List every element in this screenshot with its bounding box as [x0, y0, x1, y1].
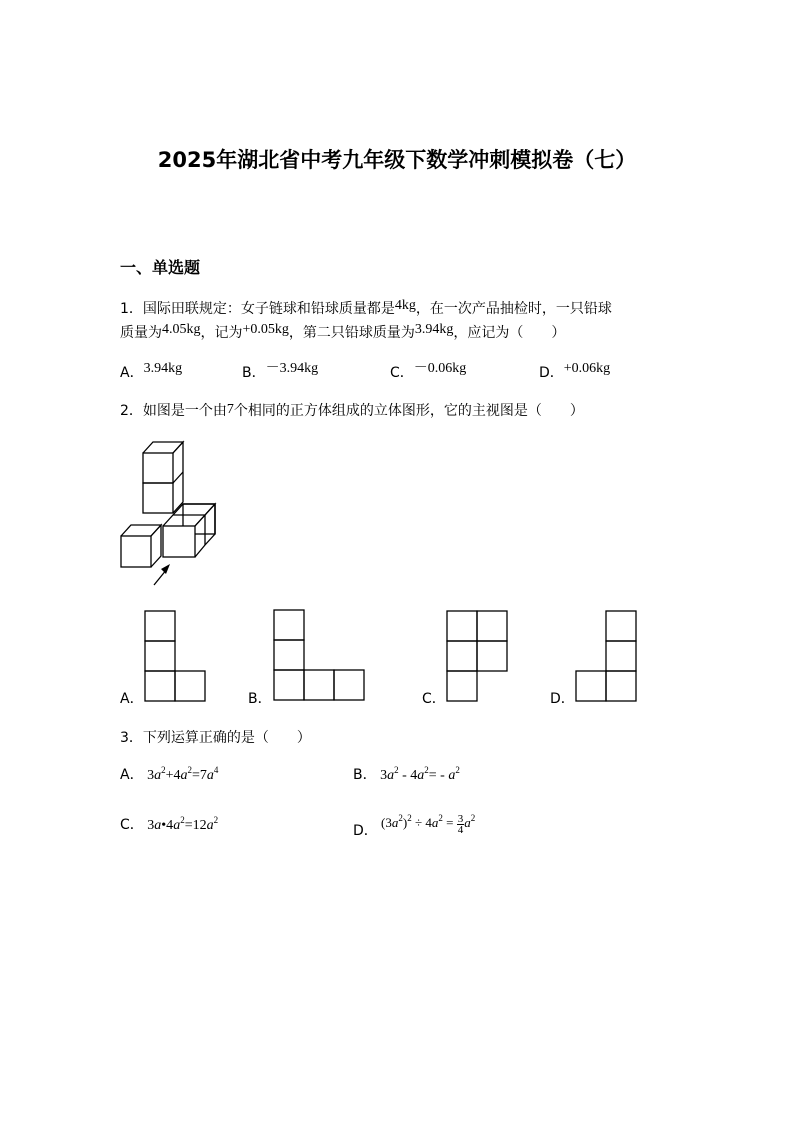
- q3-option-c[interactable]: [120, 814, 218, 837]
- expr-part: =: [442, 815, 457, 830]
- expr-exp: 2: [180, 815, 185, 825]
- expr-part: +4: [165, 768, 181, 783]
- q1-text-5: ，第二只铅球质量为: [288, 325, 415, 341]
- option-value: －3.94kg: [265, 361, 319, 376]
- q2-option-b-figure[interactable]: [274, 610, 364, 700]
- page-title: 2025年湖北省中考九年级下数学冲刺模拟卷（七）: [157, 148, 637, 172]
- expr-part: 3: [147, 818, 155, 833]
- q1-text-4: ，记为: [200, 325, 243, 341]
- expr-part: ): [402, 815, 408, 830]
- option-label: D．: [539, 365, 564, 381]
- option-label: A．: [120, 767, 144, 783]
- q2-option-a-label[interactable]: A．: [120, 691, 144, 707]
- q1-text-6: ，应记为（ ）: [453, 325, 566, 341]
- expr-var: a: [154, 818, 162, 833]
- expr-part: 3: [147, 768, 155, 783]
- q1-mass-2: 3.94kg: [414, 322, 454, 337]
- option-label: C．: [390, 365, 414, 381]
- q2-option-d-figure[interactable]: [576, 611, 636, 701]
- fraction-numerator: 3: [457, 812, 464, 825]
- expr-var: a: [448, 768, 456, 783]
- q2-text-1: 2．如图是一个由: [120, 403, 227, 419]
- option-value: 3.94kg: [143, 361, 183, 376]
- expr-var: a: [206, 768, 214, 783]
- expr-var: a: [417, 768, 425, 783]
- q2-option-c-figure[interactable]: [447, 611, 507, 701]
- expr-var: a: [387, 768, 395, 783]
- expr-exp: 2: [394, 765, 399, 775]
- expr-exp: 2: [424, 765, 429, 775]
- expr-var: a: [154, 768, 162, 783]
- expr-part: •4: [161, 818, 174, 833]
- expr-var: a: [180, 768, 188, 783]
- q2-option-b-label[interactable]: B．: [248, 691, 272, 707]
- option-label: B．: [353, 767, 377, 783]
- expr-exp: 2: [161, 765, 166, 775]
- expr-var: a: [464, 815, 471, 830]
- expr-exp: 4: [213, 765, 219, 775]
- expr-exp: 2: [213, 815, 219, 825]
- q2-option-a-figure[interactable]: [145, 611, 205, 701]
- q2-count: 7: [226, 402, 234, 417]
- expr-var: a: [391, 815, 399, 830]
- expr-exp: 2: [407, 813, 412, 823]
- expr-part: =7: [191, 768, 207, 783]
- q1-mass-1: 4.05kg: [162, 322, 201, 337]
- q3-option-b[interactable]: [353, 764, 460, 787]
- expr-exp: 2: [438, 813, 443, 823]
- expr-part: 3: [380, 768, 388, 783]
- q2-option-c-label[interactable]: C．: [422, 691, 446, 707]
- expr-var: a: [206, 818, 214, 833]
- section-heading: 一、单选题: [120, 258, 201, 277]
- fraction-denominator: 4: [457, 823, 464, 836]
- expr-part: 3: [385, 815, 392, 830]
- expr-exp: 2: [455, 765, 460, 775]
- option-value: +0.06kg: [563, 361, 611, 376]
- expr-part: - 4: [398, 768, 418, 783]
- q1-text-3: 质量为: [120, 325, 162, 341]
- q3-option-d[interactable]: [353, 812, 476, 839]
- option-label: A．: [120, 365, 144, 381]
- expr-var: a: [431, 815, 439, 830]
- expr-exp: 2: [187, 765, 192, 775]
- expr-part: =12: [184, 818, 207, 833]
- expr-part: = -: [428, 768, 449, 783]
- expr-part: ÷ 4: [411, 815, 432, 830]
- expr-exp: 2: [470, 813, 476, 823]
- option-value: －0.06kg: [413, 361, 467, 376]
- option-label: C．: [120, 817, 144, 833]
- q3-text: 3．下列运算正确的是（ ）: [120, 730, 311, 746]
- view-arrow-icon: [154, 564, 170, 585]
- option-label: D．: [353, 823, 378, 839]
- expr-exp: 2: [398, 813, 403, 823]
- expr-var: a: [173, 818, 181, 833]
- option-label: B．: [242, 365, 266, 381]
- q1-text-1: 1．国际田联规定：女子链球和铅球质量都是: [120, 301, 395, 317]
- q2-option-d-label[interactable]: D．: [550, 691, 575, 707]
- q1-record-1: +0.05kg: [242, 322, 289, 337]
- q3-option-a[interactable]: [120, 764, 218, 787]
- q1-text-2: ，在一次产品抽检时，一只铅球: [415, 301, 612, 317]
- q2-text-2: 个相同的正方体组成的立体图形，它的主视图是（ ）: [233, 403, 584, 419]
- expr-part: (: [381, 815, 386, 830]
- q1-mass-4: 4kg: [394, 298, 416, 313]
